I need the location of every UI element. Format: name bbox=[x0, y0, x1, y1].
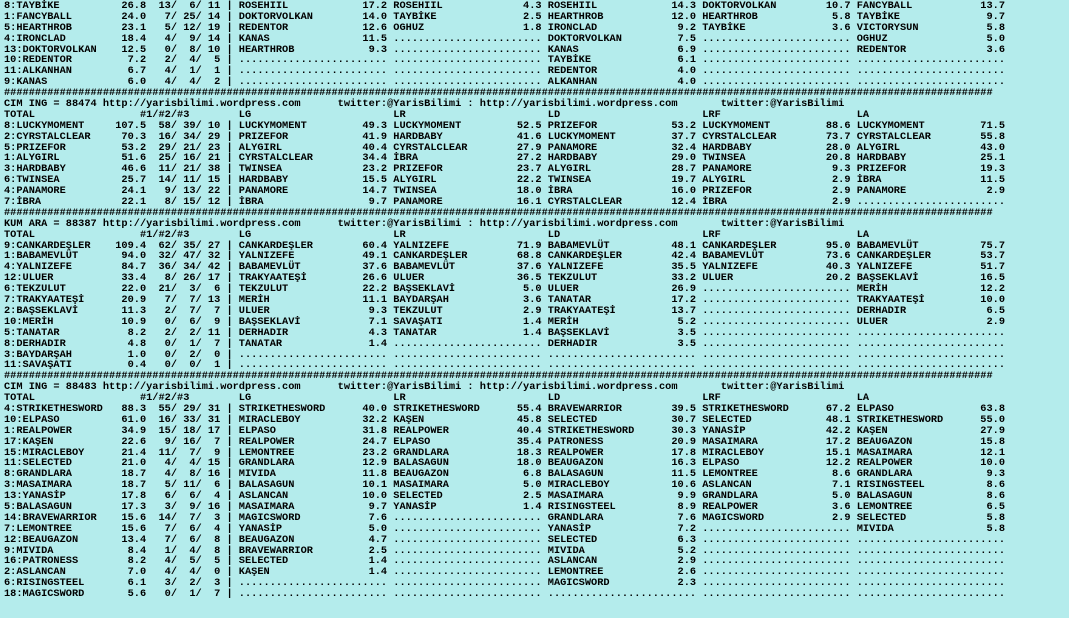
stats-row: 12:ULUER 33.4 8/ 26/ 17 | TRAKYAATEŞİ 26.6 ULUER 36.5 TEKZULUT 33.2 ULUER 20.2 BAŞSEKLAVİ 16.5 bbox=[4, 272, 1006, 285]
stats-row: 1:REALPOWER 34.9 15/ 18/ 17 | ELPASO 31.8 REALPOWER 40.4 STRIKETHESWORD 30.3 YANASİP 42.2 KAŞEN 27.9 bbox=[4, 424, 1006, 437]
stats-row: 5:PRIZEFOR 53.2 29/ 21/ 23 | ALYGIRL 40.4 CYRSTALCLEAR 27.9 PANAMORE 32.4 HARDBABY 28.0 ALYGIRL 43.0 bbox=[4, 141, 1006, 154]
stats-row: 6:RISINGSTEEL 6.1 3/ 2/ 3 | ........................ ........................ MAGICSWORD 2.3 ........................ ........................ bbox=[4, 577, 1006, 590]
stats-row: 7:LEMONTREE 15.6 7/ 6/ 4 | YANASİP 5.0 ........................ YANASİP 7.2 ........................ MIVIDA 5.8 bbox=[4, 522, 1006, 535]
race-header: CIM ING = 88483 http://yarisbilimi.wordpress.com twitter:@YarisBilimi : http://yarisbilimi.wordpress.com twitter:@YarisBilimi bbox=[4, 381, 845, 394]
stats-row: 14:BRAVEWARRIOR 15.6 14/ 7/ 3 | MAGICSWORD 7.6 ........................ GRANDLARA 7.6 MAGICSWORD 2.9 SELECTED 5.8 bbox=[4, 511, 1006, 524]
stats-row: 13:YANASİP 17.8 6/ 6/ 4 | ASLANCAN 10.0 SELECTED 2.5 MASAIMARA 9.9 GRANDLARA 5.0 BALASAGUN 8.6 bbox=[4, 490, 1006, 503]
race-stats-sheet bbox=[4, 1, 1005, 600]
stats-row: 11:SAVAŞATI 0.4 0/ 0/ 1 | ........................ ........................ ........................ ........................ ........................ bbox=[4, 359, 1006, 372]
stats-row: 8:LUCKYMOMENT 107.5 58/ 39/ 10 | LUCKYMOMENT 49.3 LUCKYMOMENT 52.5 PRIZEFOR 53.2 LUCKYMOMENT 88.6 LUCKYMOMENT 71.5 bbox=[4, 119, 1006, 132]
stats-row: 13:DOKTORVOLKAN 12.5 0/ 8/ 10 | HEARTHROB 9.3 ........................ KANAS 6.9 ........................ REDENTOR 3.6 bbox=[4, 43, 1006, 56]
stats-row: 4:YALNIZEFE 84.7 36/ 34/ 42 | BABAMEVLÜT 37.6 BABAMEVLÜT 37.6 YALNIZEFE 35.5 YALNIZEFE 40.3 YALNIZEFE 51.7 bbox=[4, 261, 1006, 274]
stats-row: 16:PATRONESS 8.2 4/ 5/ 5 | SELECTED 1.4 ........................ ASLANCAN 2.9 ........................ ........................ bbox=[4, 555, 1006, 568]
section-divider: ################################################################################################################################################################ bbox=[4, 370, 993, 383]
race-header: KUM ARA = 88387 http://yarisbilimi.wordpress.com twitter:@YarisBilimi : http://yarisbilimi.wordpress.com twitter:@YarisBilimi bbox=[4, 217, 845, 230]
stats-row: 5:TANATAR 8.2 2/ 2/ 11 | DERHADIR 4.3 TANATAR 1.4 BAŞSEKLAVİ 3.5 ........................ ........................ bbox=[4, 326, 1006, 339]
stats-row: 9:MIVIDA 8.4 1/ 4/ 8 | BRAVEWARRIOR 2.5 ........................ MIVIDA 5.2 ........................ ........................ bbox=[4, 544, 1006, 557]
stats-row: 11:ALKANHAN 6.7 4/ 1/ 1 | ........................ ........................ REDENTOR 4.0 ........................ ........................ bbox=[4, 65, 1006, 78]
section-divider: ################################################################################################################################################################ bbox=[4, 206, 993, 219]
stats-row: 8:TAYBİKE 26.8 13/ 6/ 11 | ROSEHIIL 17.2 ROSEHIIL 4.3 ROSEHIIL 14.3 DOKTORVOLKAN 10.7 FANCYBALL 13.7 bbox=[4, 0, 1006, 12]
stats-row: 2:ASLANCAN 7.0 4/ 4/ 0 | KAŞEN 1.4 ........................ LEMONTREE 2.6 ........................ ........................ bbox=[4, 566, 1006, 579]
stats-row: 2:BAŞSEKLAVİ 11.3 2/ 7/ 7 | ULUER 9.3 TEKZULUT 2.9 TRAKYAATEŞİ 13.7 ........................ DERHADIR 6.5 bbox=[4, 304, 1006, 317]
column-header: TOTAL #1/#2/#3 LG LR LD LRF LA bbox=[4, 392, 870, 405]
stats-row: 9:CANKARDEŞLER 109.4 62/ 35/ 27 | CANKARDEŞLER 60.4 YALNIZEFE 71.9 BABAMEVLÜT 48.1 CANKARDEŞLER 95.0 BABAMEVLÜT 75.7 bbox=[4, 239, 1006, 252]
section-divider: ################################################################################################################################################################ bbox=[4, 87, 993, 100]
stats-row: 17:KAŞEN 22.6 9/ 16/ 7 | REALPOWER 24.7 ELPASO 35.4 PATRONESS 20.9 MASAIMARA 17.2 BEAUGAZON 15.8 bbox=[4, 435, 1006, 448]
stats-row: 9:KANAS 6.0 4/ 4/ 2 | ........................ ........................ ALKANHAN 4.0 ........................ ........................ bbox=[4, 76, 1006, 89]
stats-row: 1:FANCYBALL 24.0 7/ 25/ 14 | DOKTORVOLKAN 14.0 TAYBİKE 2.5 HEARTHROB 12.0 HEARTHROB 5.8 TAYBİKE 9.7 bbox=[4, 10, 1006, 23]
race-header: CIM ING = 88474 http://yarisbilimi.wordpress.com twitter:@YarisBilimi : http://yarisbilimi.wordpress.com twitter:@YarisBilimi bbox=[4, 98, 845, 111]
stats-row: 12:BEAUGAZON 13.4 7/ 6/ 8 | BEAUGAZON 4.7 ........................ SELECTED 6.3 ........................ ........................ bbox=[4, 533, 1006, 546]
stats-row: 5:HEARTHROB 23.1 5/ 12/ 19 | REDENTOR 12.6 OGHUZ 1.8 IRONCLAD 9.2 TAYBİKE 3.6 VICTORYSUN 5.8 bbox=[4, 21, 1006, 34]
stats-row: 2:CYRSTALCLEAR 70.3 16/ 34/ 29 | PRIZEFOR 41.9 HARDBABY 41.6 LUCKYMOMENT 37.7 CYRSTALCLEAR 73.7 CYRSTALCLEAR 55.8 bbox=[4, 130, 1006, 143]
stats-row: 1:BABAMEVLÜT 94.0 32/ 47/ 32 | YALNIZEFE 49.1 CANKARDEŞLER 68.8 CANKARDEŞLER 42.4 BABAMEVLÜT 73.6 CANKARDEŞLER 53.7 bbox=[4, 250, 1006, 263]
stats-row: 11:SELECTED 21.0 4/ 4/ 15 | GRANDLARA 12.9 BALASAGUN 18.0 BEAUGAZON 16.3 ELPASO 12.2 REALPOWER 10.0 bbox=[4, 457, 1006, 470]
stats-row: 10:MERİH 10.9 0/ 6/ 9 | BAŞSEKLAVİ 7.1 SAVAŞATI 1.4 MERİH 5.2 ........................ ULUER 2.9 bbox=[4, 315, 1006, 328]
stats-row: 4:IRONCLAD 18.4 4/ 9/ 14 | KANAS 11.5 ........................ DOKTORVOLKAN 7.5 ........................ OGHUZ 5.0 bbox=[4, 32, 1006, 45]
stats-row: 3:MASAIMARA 18.7 5/ 11/ 6 | BALASAGUN 10.1 MASAIMARA 5.0 MIRACLEBOY 10.6 ASLANCAN 7.1 RISINGSTEEL 8.6 bbox=[4, 479, 1006, 492]
stats-row: 6:TWINSEA 25.7 14/ 11/ 15 | HARDBABY 15.5 ALYGIRL 22.2 TWINSEA 19.7 ALYGIRL 2.9 İBRA 11.5 bbox=[4, 174, 1006, 187]
stats-row: 7:TRAKYAATEŞİ 20.9 7/ 7/ 13 | MERİH 11.1 BAYDARŞAH 3.6 TANATAR 17.2 ........................ TRAKYAATEŞİ 10.0 bbox=[4, 294, 1006, 307]
stats-row: 6:TEKZULUT 22.0 21/ 3/ 6 | TEKZULUT 22.2 BAŞSEKLAVİ 5.0 ULUER 26.9 ........................ MERİH 12.2 bbox=[4, 283, 1006, 296]
stats-row: 3:BAYDARŞAH 1.0 0/ 2/ 0 | ........................ ........................ ........................ ........................ ........................ bbox=[4, 348, 1006, 361]
stats-row: 5:BALASAGUN 17.3 3/ 9/ 16 | MASAIMARA 9.7 YANASİP 1.4 RISINGSTEEL 8.9 REALPOWER 3.6 LEMONTREE 6.5 bbox=[4, 500, 1006, 513]
column-header: TOTAL #1/#2/#3 LG LR LD LRF LA bbox=[4, 228, 870, 241]
stats-row: 10:REDENTOR 7.2 2/ 4/ 5 | ........................ ........................ TAYBİKE 6.1 ........................ ........................ bbox=[4, 54, 1006, 67]
stats-row: 4:STRIKETHESWORD 88.3 55/ 29/ 31 | STRIKETHESWORD 40.0 STRIKETHESWORD 55.4 BRAVEWARRIOR 39.5 STRIKETHESWORD 67.2 ELPASO 63.8 bbox=[4, 402, 1006, 415]
stats-row: 7:İBRA 22.1 8/ 15/ 12 | İBRA 9.7 PANAMORE 16.1 CYRSTALCLEAR 12.4 İBRA 2.9 ........................ bbox=[4, 196, 1006, 209]
stats-row: 15:MIRACLEBOY 21.4 11/ 7/ 9 | LEMONTREE 23.2 GRANDLARA 18.3 REALPOWER 17.8 MIRACLEBOY 15.1 MASAIMARA 12.1 bbox=[4, 446, 1006, 459]
stats-row: 10:ELPASO 61.0 16/ 33/ 31 | MIRACLEBOY 32.2 KAŞEN 45.8 SELECTED 30.7 SELECTED 48.1 STRIKETHESWORD 55.0 bbox=[4, 413, 1006, 426]
stats-row: 1:ALYGIRL 51.6 25/ 16/ 21 | CYRSTALCLEAR 34.4 İBRA 27.2 HARDBABY 29.0 TWINSEA 20.8 HARDBABY 25.1 bbox=[4, 152, 1006, 165]
stats-row: 8:GRANDLARA 18.7 4/ 8/ 16 | MIVIDA 11.8 BEAUGAZON 6.8 BALASAGUN 11.5 LEMONTREE 8.6 GRANDLARA 9.3 bbox=[4, 468, 1006, 481]
stats-row: 18:MAGICSWORD 5.6 0/ 1/ 7 | ........................ ........................ ........................ ........................ ........................ bbox=[4, 588, 1006, 601]
stats-row: 8:DERHADIR 4.8 0/ 1/ 7 | TANATAR 1.4 ........................ DERHADIR 3.5 ........................ ........................ bbox=[4, 337, 1006, 350]
stats-row: 4:PANAMORE 24.1 9/ 13/ 22 | PANAMORE 14.7 TWINSEA 18.0 İBRA 16.0 PRIZEFOR 2.9 PANAMORE 2.9 bbox=[4, 185, 1006, 198]
stats-row: 3:HARDBABY 46.6 11/ 21/ 38 | TWINSEA 23.2 PRIZEFOR 23.7 ALYGIRL 28.7 PANAMORE 9.3 PRIZEFOR 19.3 bbox=[4, 163, 1006, 176]
column-header: TOTAL #1/#2/#3 LG LR LD LRF LA bbox=[4, 108, 870, 121]
